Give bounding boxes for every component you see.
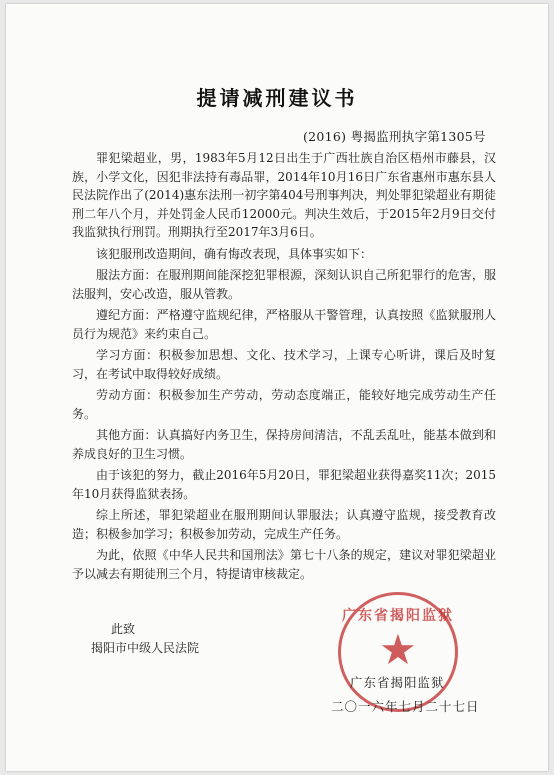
document-body <box>72 149 496 586</box>
paragraph-labor: 劳动方面：积极参加生产劳动，劳动态度端正，能较好地完成劳动生产任务。 <box>72 388 496 421</box>
document-page <box>6 4 548 771</box>
paragraph-study: 学习方面：积极参加思想、文化、技术学习，上课专心听讲，课后及时复习，在考试中取得较好成绩。 <box>72 348 496 381</box>
paragraph-personal-info: 罪犯梁超业，男，1983年5月12日出生于广西壮族自治区梧州市藤县，汉族，小学文化，因犯非法持有毒品罪，2014年10月16日广东省惠州市惠东县人民法院作出了(2014)惠东法刑一初字第404号刑事判决，判处罪犯梁超业有期徒刑二年八个月，并处罚金人民币12000元。判决生效后，于2015年2月9日交付我监狱执行刑罚。刑期执行至2017年3月6日。 <box>72 151 496 239</box>
paragraph-intro: 该犯服刑改造期间，确有悔改表现，具体事实如下： <box>96 246 373 261</box>
closing-block <box>91 620 199 657</box>
paragraph-rewards: 由于该犯的努力，截止2016年5月20日，罪犯梁超业获得嘉奖11次；2015年10月获得监狱表扬。 <box>72 468 496 501</box>
signer-name: 广东省揭阳监狱 <box>350 675 445 690</box>
paragraph-summary: 综上所述，罪犯梁超业在服刑期间认罪服法；认真遵守监规，接受教育改造；积极参加学习；积极参加劳动，完成生产任务。 <box>72 508 496 541</box>
paragraph-recommendation: 为此，依照《中华人民共和国刑法》第七十八条的规定，建议对罪犯梁超业予以减去有期徒刑三个月，特提请审核裁定。 <box>72 548 496 581</box>
document-date: 二〇一六年七月二十七日 <box>331 699 480 714</box>
seal-text: 广东省揭阳监狱 <box>342 608 454 624</box>
paragraph-obedience: 服法方面：在服刑期间能深挖犯罪根源，深刻认识自己所犯罪行的危害，服法服判，安心改造，服从管教。 <box>72 268 496 301</box>
star-icon: ★ <box>379 625 417 674</box>
document-number: (2016) 粤揭监刑执字第1305号 <box>302 129 486 144</box>
document-title: 提请减刑建议书 <box>196 86 358 110</box>
paragraph-discipline: 遵纪方面：严格遵守监规纪律，严格服从干警管理，认真按照《监狱服刑人员行为规范》来约束自己。 <box>72 308 496 341</box>
official-seal <box>338 592 458 712</box>
paragraph-other: 其他方面：认真搞好内务卫生，保持房间清洁，不乱丢乱吐，能基本做到和养成良好的卫生习惯。 <box>72 428 496 461</box>
recipient-court: 揭阳市中级人民法院 <box>91 640 200 655</box>
closing-salutation: 此致 <box>111 622 136 636</box>
